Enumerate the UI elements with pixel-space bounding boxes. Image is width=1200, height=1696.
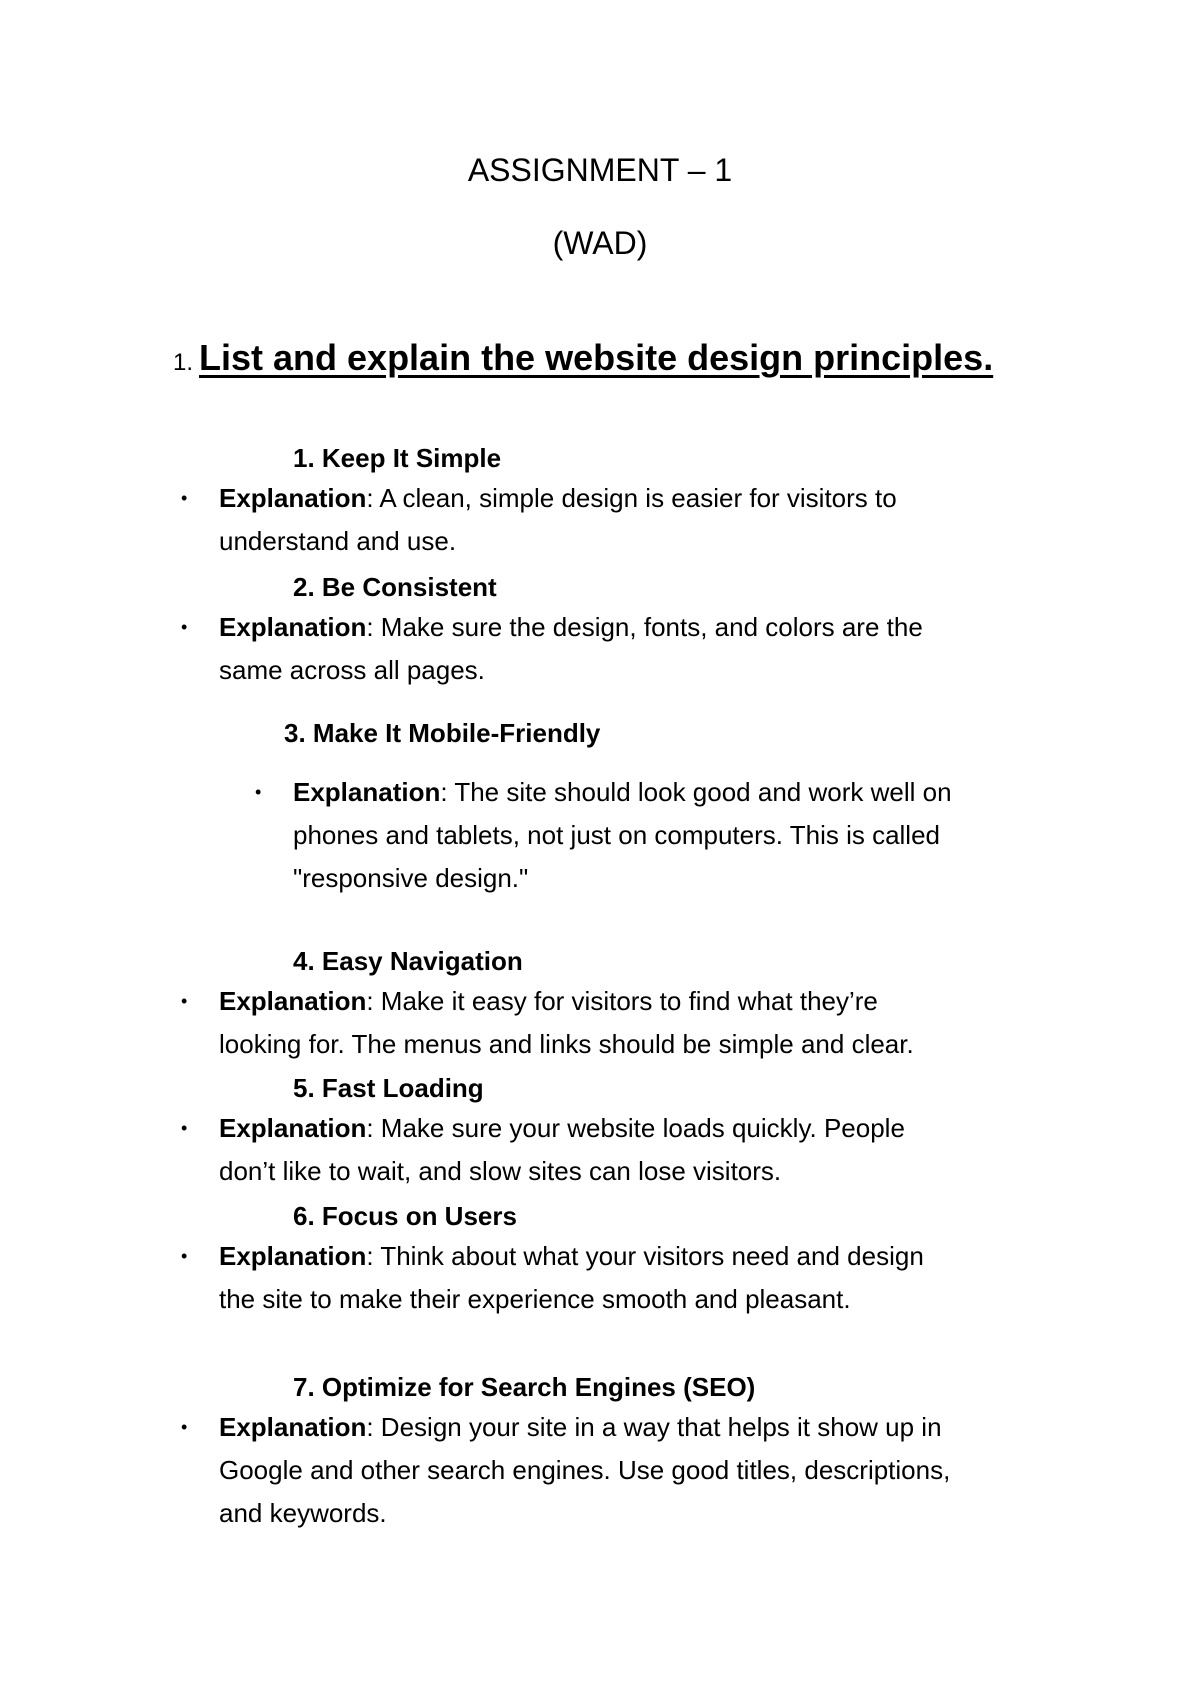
explanation-label: Explanation [219,612,367,642]
explanation-text: : Make it easy for visitors to find what they’re [366,986,878,1016]
principle-heading-6: 6. Focus on Users [293,1201,517,1231]
principle-heading-4: 4. Easy Navigation [293,946,523,976]
explanation-label: Explanation [219,1412,367,1442]
bullet-icon: • [181,1246,188,1266]
principle-explanation-6 [181,1235,924,1321]
bullet-icon: • [181,1118,188,1138]
principle-heading-1: 1. Keep It Simple [293,443,502,473]
explanation-text-cont: same across all pages. [219,655,485,685]
question-text: List and explain the website design principles. [199,337,994,378]
explanation-label: Explanation [219,986,367,1016]
explanation-text-cont: don’t like to wait, and slow sites can lose visitors. [219,1156,782,1186]
explanation-text: : A clean, simple design is easier for visitors to [366,483,897,513]
principle-heading-2: 2. Be Consistent [293,572,497,602]
principle-heading-5: 5. Fast Loading [293,1073,484,1103]
explanation-text-cont: phones and tablets, not just on computers. This is called [293,820,941,850]
bullet-icon: • [181,1417,188,1437]
explanation-text-cont: the site to make their experience smooth and pleasant. [219,1284,851,1314]
principle-explanation-2 [181,606,923,692]
question-1 [173,334,993,387]
explanation-text: : Think about what your visitors need and design [366,1241,924,1271]
principle-explanation-3 [255,771,952,900]
explanation-text-cont: looking for. The menus and links should be simple and clear. [219,1029,914,1059]
principle-heading-3: 3. Make It Mobile-Friendly [284,718,601,748]
principle-explanation-1 [181,477,897,563]
bullet-icon: • [181,991,188,1011]
bullet-icon: • [181,617,188,637]
explanation-text: : The site should look good and work well on [440,777,952,807]
document-title: ASSIGNMENT – 1 [467,152,733,188]
explanation-label: Explanation [219,483,367,513]
explanation-text: : Make sure the design, fonts, and colors are the [366,612,923,642]
explanation-text: : Make sure your website loads quickly. People [366,1113,905,1143]
explanation-label: Explanation [293,777,441,807]
document-subtitle: (WAD) [552,225,648,261]
principle-explanation-7 [181,1406,951,1535]
principle-explanation-4 [181,980,914,1066]
explanation-label: Explanation [219,1113,367,1143]
principle-heading-7: 7. Optimize for Search Engines (SEO) [293,1372,756,1402]
explanation-text: : Design your site in a way that helps it show up in [366,1412,942,1442]
explanation-text-cont: and keywords. [219,1498,387,1528]
explanation-text-cont: "responsive design." [293,863,529,893]
explanation-text-cont: understand and use. [219,526,457,556]
question-number: 1. [173,349,194,376]
bullet-icon: • [255,782,262,802]
explanation-label: Explanation [219,1241,367,1271]
bullet-icon: • [181,488,188,508]
principle-explanation-5 [181,1107,905,1193]
explanation-text-cont: Google and other search engines. Use good titles, descriptions, [219,1455,951,1485]
